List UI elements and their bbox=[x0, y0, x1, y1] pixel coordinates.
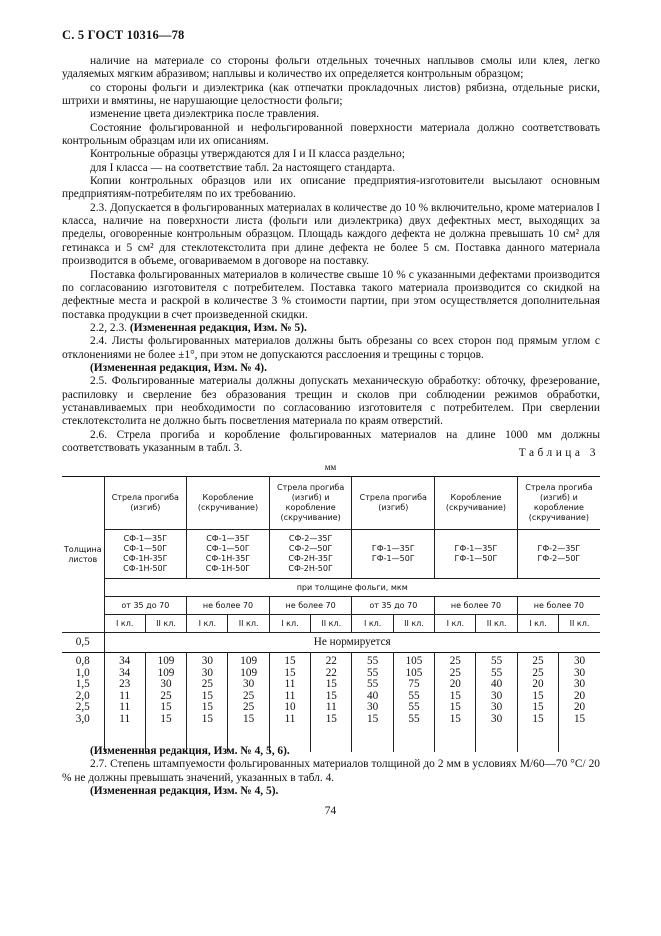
table-cell: 15 bbox=[243, 712, 255, 725]
foil-range-row bbox=[62, 597, 600, 615]
table-cell: 30 bbox=[243, 678, 255, 691]
table-cell: 15 bbox=[325, 678, 337, 691]
class-label: I кл. bbox=[187, 615, 228, 633]
table-cell: 105 bbox=[405, 666, 423, 679]
table-cell: 15 bbox=[367, 712, 379, 725]
table-cell: 30 bbox=[491, 689, 503, 702]
table-cell: 109 bbox=[157, 666, 175, 679]
table-cell: 15 bbox=[449, 689, 461, 702]
clause-ref: 2.2, 2.3. bbox=[90, 321, 128, 334]
table-data-row bbox=[62, 653, 600, 753]
group-header: Коробление (скручивание) bbox=[435, 477, 518, 530]
table-cell: 15 bbox=[201, 701, 213, 714]
table-cell: 30 bbox=[491, 701, 503, 714]
paragraph: наличие на материале со стороны фольги отдельных точечных наплывов смолы или клея, легко удаляемых мягким абразивом; наплывы и количество их определяется контрольным образцом; bbox=[62, 55, 600, 81]
table-cell: 34 bbox=[119, 655, 131, 667]
value-column bbox=[228, 653, 269, 753]
value-column bbox=[269, 653, 310, 753]
foil-label: при толщине фольги, мкм bbox=[104, 579, 600, 597]
table-row-not-normalized bbox=[62, 633, 600, 653]
amendment-note: (Измененная редакция, Изм. № 4, 5). bbox=[90, 785, 279, 798]
grade: СФ-1Н-35Г bbox=[205, 554, 251, 563]
table-cell: 11 bbox=[119, 712, 131, 725]
table-cell: 20 bbox=[573, 701, 586, 714]
thickness-cell: 0,5 bbox=[62, 633, 104, 653]
class-label: II кл. bbox=[476, 615, 517, 633]
table-cell: 75 bbox=[408, 678, 420, 691]
table-unit: мм bbox=[324, 462, 337, 472]
grade: СФ-1—35Г bbox=[123, 534, 168, 543]
grade-cell bbox=[352, 530, 435, 579]
table-cell: 2,5 bbox=[75, 701, 90, 714]
grade: ГФ-2—50Г bbox=[537, 554, 581, 563]
table-cell: 11 bbox=[325, 701, 337, 714]
table-cell: 109 bbox=[157, 655, 175, 667]
grade-cell bbox=[187, 530, 270, 579]
table-cell: 22 bbox=[325, 666, 337, 679]
table-cell: 11 bbox=[284, 712, 296, 725]
foil-range: не более 70 bbox=[517, 597, 600, 615]
class-label: II кл. bbox=[145, 615, 186, 633]
thickness-header: Толщина листов bbox=[62, 477, 104, 633]
paragraph-2-4: 2.4. Листы фольгированных материалов должны быть обрезаны со всех сторон под прямым углом с отклонениями не более ±1°, при этом не допускаются расслоения и трещины с торцов. bbox=[62, 335, 600, 361]
value-column bbox=[311, 653, 352, 753]
table-cell: 10 bbox=[284, 701, 296, 714]
table-cell: 15 bbox=[532, 701, 544, 714]
table-cell: 11 bbox=[119, 689, 131, 702]
table-cell: 30 bbox=[573, 666, 586, 679]
table-cell: 40 bbox=[491, 678, 503, 691]
table-cell: 22 bbox=[325, 655, 337, 667]
value-column bbox=[435, 653, 476, 753]
class-label: II кл. bbox=[559, 615, 600, 633]
amendment-note: (Измененная редакция, Изм. № 4). bbox=[90, 361, 267, 374]
table-cell: 15 bbox=[532, 689, 544, 702]
table-cell: 11 bbox=[284, 689, 296, 702]
grade: ГФ-2—35Г bbox=[537, 544, 581, 553]
class-row bbox=[62, 615, 600, 633]
table-cell: 25 bbox=[201, 678, 213, 691]
class-label: I кл. bbox=[269, 615, 310, 633]
table-cell: 15 bbox=[201, 712, 213, 725]
grade: ГФ-1—50Г bbox=[454, 554, 498, 563]
paragraph: Поставка фольгированных материалов в количестве свыше 10 % с указанными дефектами производится по согласованию изготовителя с потребителем. Поставка такого материала производится со скидкой на дефектные места и раскрой в количестве 3 % стоимости партии, при этом осуществляется дополнительная поставка продукции в счет произведенной скидки. bbox=[62, 268, 600, 321]
table-cell: 20 bbox=[532, 678, 544, 691]
class-label: II кл. bbox=[311, 615, 352, 633]
table-cell: 15 bbox=[284, 655, 296, 667]
table-cell: 15 bbox=[532, 712, 544, 725]
body-text bbox=[62, 55, 600, 455]
value-column bbox=[517, 653, 558, 753]
thickness-column bbox=[62, 653, 104, 753]
table-cell: 23 bbox=[119, 678, 131, 691]
table-cell: 55 bbox=[491, 666, 503, 679]
amendment-note bbox=[62, 322, 600, 335]
table-cell: 15 bbox=[325, 712, 337, 725]
value-column bbox=[476, 653, 517, 753]
grade: СФ-1—50Г bbox=[206, 544, 250, 553]
grade: СФ-1Н-35Г bbox=[123, 554, 168, 563]
table-cell: 1,0 bbox=[75, 666, 90, 679]
foil-range: от 35 до 70 bbox=[104, 597, 187, 615]
table-cell: 2,0 bbox=[75, 689, 90, 702]
page-number: 74 bbox=[324, 805, 337, 817]
amendment-label: (Измененная редакция, Изм. № 5). bbox=[129, 321, 307, 334]
table-cell: 30 bbox=[367, 701, 379, 714]
paragraph: изменение цвета диэлектрика после травления. bbox=[90, 108, 320, 121]
paragraph-2-5: 2.5. Фольгированные материалы должны допускать механическую обработку: обточку, фрезерование, распиловку и сверление без образования трещин и сколов при соблюдении режимов обработки, устанавливаемых при необходимости по согласованию изготовителя с потребителем. При сверлении стеклотекстолита не должно быть посветления материала по краям отверстий. bbox=[62, 375, 600, 428]
grade: ГФ-1—35Г bbox=[371, 544, 415, 553]
not-normalized-cell: Не нормируется bbox=[104, 633, 600, 653]
table-cell: 11 bbox=[119, 701, 131, 714]
table-cell: 55 bbox=[491, 655, 503, 667]
foil-label-row bbox=[62, 579, 600, 597]
table-cell: 15 bbox=[201, 689, 213, 702]
grade: СФ-2—35Г bbox=[288, 534, 333, 543]
table-cell: 30 bbox=[573, 655, 586, 667]
table-cell: 20 bbox=[449, 678, 461, 691]
table-3 bbox=[62, 476, 600, 752]
value-column bbox=[187, 653, 228, 753]
grade: СФ-1Н-50Г bbox=[123, 564, 168, 573]
foil-range: не более 70 bbox=[435, 597, 518, 615]
grades-row bbox=[62, 530, 600, 579]
table-cell: 1,5 bbox=[75, 678, 90, 691]
paragraph-2-3: 2.3. Допускается в фольгированных материалах в количестве до 10 % включительно, кроме материалов I класса, наличие на поверхности листа (фольги или диэлектрика) двух дефектных мест, выходящих за пределы, оговоренные контрольным образцом. Площадь каждого дефекта не должна превышать 10 см² для гетинакса и 5 см² для стеклотекстолита при длине дефекта не более 5 см. Поставка данного материала производится в объеме, оговариваемом в договоре на поставку. bbox=[62, 201, 600, 268]
paragraph-2-7: 2.7. Степень штампуемости фольгированных материалов толщиной до 2 мм в условиях М/60—70 °С/ 20 % не должны превышать значений, указанных в табл. 4. bbox=[62, 758, 600, 784]
table-cell: 105 bbox=[405, 655, 423, 667]
grade: СФ-1—35Г bbox=[206, 534, 250, 543]
table-cell: 30 bbox=[573, 678, 586, 691]
table-cell: 15 bbox=[160, 712, 172, 725]
grade-cell bbox=[517, 530, 600, 579]
table-cell: 0,8 bbox=[75, 655, 90, 667]
group-header: Коробление (скручивание) bbox=[187, 477, 270, 530]
group-header: Стрела прогиба (изгиб) и коробление (скручивание) bbox=[517, 477, 600, 530]
value-column bbox=[393, 653, 434, 753]
table-cell: 30 bbox=[201, 655, 213, 667]
value-column bbox=[559, 653, 600, 753]
paragraph: Контрольные образцы утверждаются для I и II класса раздельно; bbox=[90, 148, 405, 161]
table-cell: 109 bbox=[240, 655, 258, 667]
table-cell: 15 bbox=[449, 701, 461, 714]
paragraph: Состояние фольгированной и нефольгированной поверхности материала должно соответствовать контрольным образцам или их описаниям. bbox=[62, 121, 600, 148]
table-cell: 25 bbox=[243, 689, 255, 702]
table-cell: 20 bbox=[573, 689, 586, 702]
class-label: I кл. bbox=[435, 615, 476, 633]
table-cell: 34 bbox=[119, 666, 131, 679]
table-cell: 55 bbox=[367, 678, 379, 691]
paragraph: для I класса — на соответствие табл. 2а настоящего стандарта. bbox=[90, 161, 395, 174]
table-cell: 15 bbox=[284, 666, 296, 679]
table-cell: 30 bbox=[201, 666, 213, 679]
table-cell: 15 bbox=[449, 712, 461, 725]
table-cell: 55 bbox=[367, 655, 379, 667]
foil-range: не более 70 bbox=[269, 597, 352, 615]
table-cell: 40 bbox=[367, 689, 379, 702]
table-cell: 25 bbox=[243, 701, 255, 714]
grade: СФ-1Н-50Г bbox=[205, 564, 251, 573]
paragraph: Копии контрольных образцов или их описание предприятия-изготовители высылают основным предприятиям-потребителям по их требованию. bbox=[62, 175, 600, 201]
table-cell: 15 bbox=[160, 701, 172, 714]
page-header: С. 5 ГОСТ 10316—78 bbox=[62, 28, 185, 42]
foil-range: не более 70 bbox=[187, 597, 270, 615]
table-cell: 55 bbox=[408, 701, 420, 714]
table-cell: 30 bbox=[160, 678, 172, 691]
grade: СФ-2—50Г bbox=[288, 544, 333, 553]
class-label: I кл. bbox=[517, 615, 558, 633]
table-cell: 25 bbox=[532, 655, 544, 667]
table-cell: 15 bbox=[573, 712, 586, 725]
class-label: II кл. bbox=[228, 615, 269, 633]
value-column bbox=[104, 653, 145, 753]
paragraph-2-6: 2.6. Стрела прогиба и коробление фольгированных материалов на длине 1000 мм должны соответствовать указанным в табл. 3. bbox=[62, 428, 600, 454]
grade: СФ-1—50Г bbox=[123, 544, 168, 553]
class-label: II кл. bbox=[393, 615, 434, 633]
table-cell: 55 bbox=[367, 666, 379, 679]
group-header: Стрела прогиба (изгиб) bbox=[104, 477, 187, 530]
table-cell: 15 bbox=[325, 689, 337, 702]
group-header: Стрела прогиба (изгиб) bbox=[352, 477, 435, 530]
grade-cell bbox=[435, 530, 518, 579]
grade: СФ-2Н-50Г bbox=[288, 564, 333, 573]
table-cell: 55 bbox=[408, 712, 420, 725]
table-cell: 11 bbox=[284, 678, 296, 691]
grade: СФ-2Н-35Г bbox=[288, 554, 333, 563]
table-cell: 30 bbox=[491, 712, 503, 725]
class-label: I кл. bbox=[352, 615, 393, 633]
grade-cell bbox=[104, 530, 187, 579]
group-header: Стрела прогиба (изгиб) и коробление (скручивание) bbox=[269, 477, 352, 530]
table-cell: 109 bbox=[240, 666, 258, 679]
table-cell: 25 bbox=[160, 689, 172, 702]
value-column bbox=[145, 653, 186, 753]
grade: ГФ-1—35Г bbox=[454, 544, 498, 553]
table-cell: 25 bbox=[449, 655, 461, 667]
table-cell: 55 bbox=[408, 689, 420, 702]
table-caption: Таблица 3 bbox=[518, 447, 599, 459]
grade: ГФ-1—50Г bbox=[371, 554, 415, 563]
value-column bbox=[352, 653, 393, 753]
table-cell: 25 bbox=[532, 666, 544, 679]
table-cell: 3,0 bbox=[75, 712, 90, 725]
after-table-text bbox=[62, 745, 600, 798]
grade-cell bbox=[269, 530, 352, 579]
paragraph: со стороны фольги и диэлектрика (как отпечатки прокладочных листов) рябизна, отдельные риски, штрихи и вмятины, не нарушающие целостности фольги; bbox=[62, 81, 600, 108]
foil-range: от 35 до 70 bbox=[352, 597, 435, 615]
class-label: I кл. bbox=[104, 615, 145, 633]
table-cell: 25 bbox=[449, 666, 461, 679]
table-header-row bbox=[62, 477, 600, 530]
amendment-note: (Измененная редакция, Изм. № 4, 5, 6). bbox=[90, 745, 290, 757]
